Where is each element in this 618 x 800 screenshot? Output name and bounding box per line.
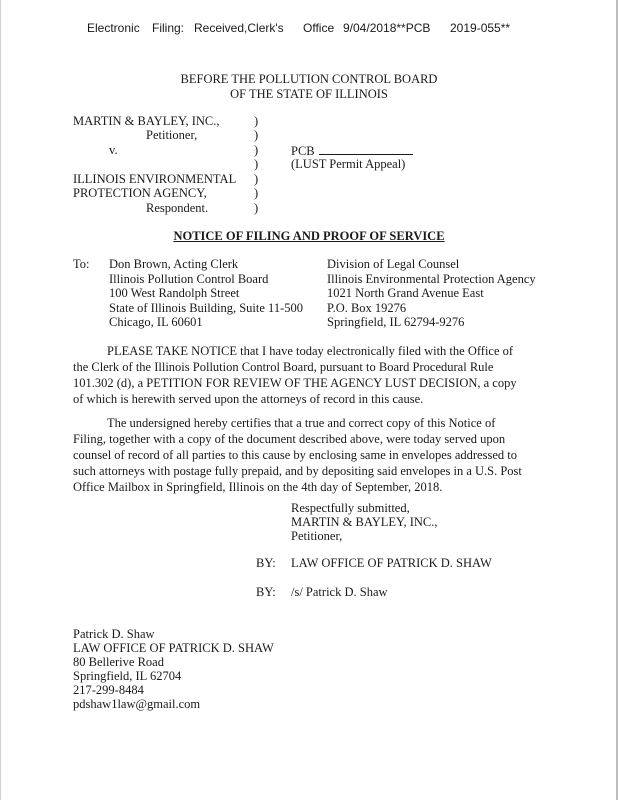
caption-paren: ) (254, 143, 259, 157)
respondent-role: Respondent. (146, 201, 209, 215)
attorney-name: Patrick D. Shaw (73, 627, 155, 641)
pcb-number-blank (319, 143, 413, 155)
attorney-phone: 217-299-8484 (73, 683, 144, 697)
caption-paren: ) (254, 114, 259, 128)
header-number: 2019-055** (450, 21, 511, 35)
by-label: BY: (256, 585, 276, 599)
caption-paren: ) (254, 128, 259, 142)
addressee-right-line2: Illinois Environmental Protection Agency (327, 272, 536, 286)
addressee-right-line5: Springfield, IL 62794-9276 (327, 315, 465, 329)
caption-paren: ) (254, 157, 259, 171)
by-label: BY: (256, 556, 276, 570)
versus: v. (109, 143, 118, 157)
addressee-left-line5: Chicago, IL 60601 (109, 315, 203, 329)
attorney-email: pdshaw1law@gmail.com (73, 697, 201, 711)
header-office: Office (303, 21, 335, 35)
header-electronic: Electronic (87, 21, 140, 35)
addressee-left-line1: Don Brown, Acting Clerk (109, 257, 239, 271)
addressee-left-line3: 100 West Randolph Street (109, 286, 240, 300)
notice-paragraph: PLEASE TAKE NOTICE that I have today electronically filed with the Office of the Clerk of the Illinois Pollution Control Board, pursuant to Board Procedural Rule 101.302 (d), a PETITION FOR REVIEW OF THE AGENCY LUST DECISION, a copy of which is herewith served upon the attorneys of record in this cause. (73, 344, 517, 406)
caption-paren: ) (254, 186, 259, 200)
to-label: To: (73, 257, 90, 271)
board-title-line2: OF THE STATE OF ILLINOIS (230, 87, 388, 101)
attorney-street: 80 Bellerive Road (73, 655, 164, 669)
addressee-right-line1: Division of Legal Counsel (327, 257, 460, 271)
board-title-line1: BEFORE THE POLLUTION CONTROL BOARD (180, 72, 438, 86)
addressee-right-line4: P.O. Box 19276 (327, 301, 407, 315)
signature-line1: Respectfully submitted, (291, 501, 410, 515)
caption-paren: ) (254, 172, 259, 186)
header-filing: Filing: (152, 21, 185, 35)
attorney-firm: LAW OFFICE OF PATRICK D. SHAW (73, 641, 274, 655)
by-law-office: LAW OFFICE OF PATRICK D. SHAW (291, 556, 492, 570)
petitioner-name: MARTIN & BAYLEY, INC., (73, 114, 220, 128)
caption-paren: ) (254, 201, 259, 215)
by-signature: /s/ Patrick D. Shaw (291, 585, 388, 599)
addressee-left-line4: State of Illinois Building, Suite 11-500 (109, 301, 303, 315)
signature-line2: MARTIN & BAYLEY, INC., (291, 515, 438, 529)
respondent-line2: PROTECTION AGENCY, (73, 186, 207, 200)
notice-title: NOTICE OF FILING AND PROOF OF SERVICE (173, 229, 445, 243)
header-date: 9/04/2018**PCB (343, 21, 431, 35)
signature-line3: Petitioner, (291, 529, 343, 543)
attorney-city: Springfield, IL 62704 (73, 669, 182, 683)
petitioner-role: Petitioner, (146, 128, 198, 142)
pcb-label: PCB (291, 144, 315, 158)
addressee-right-line3: 1021 North Grand Avenue East (327, 286, 484, 300)
header-received: Received,Clerk's (194, 21, 284, 35)
certification-paragraph: The undersigned hereby certifies that a true and correct copy of this Notice of Filing, together with a copy of the document described above, were today served upon counsel of record of all parties to this cause by enclosing same in envelopes addressed to such attorneys with postage fully prepaid, and by depositing said envelopes in a U.S. Post Office Mailbox in Springfield, Illinois on the 4th day of September, 2018. (73, 416, 522, 494)
respondent-line1: ILLINOIS ENVIRONMENTAL (73, 172, 237, 186)
appeal-type: (LUST Permit Appeal) (291, 157, 406, 171)
addressee-left-line2: Illinois Pollution Control Board (109, 272, 269, 286)
